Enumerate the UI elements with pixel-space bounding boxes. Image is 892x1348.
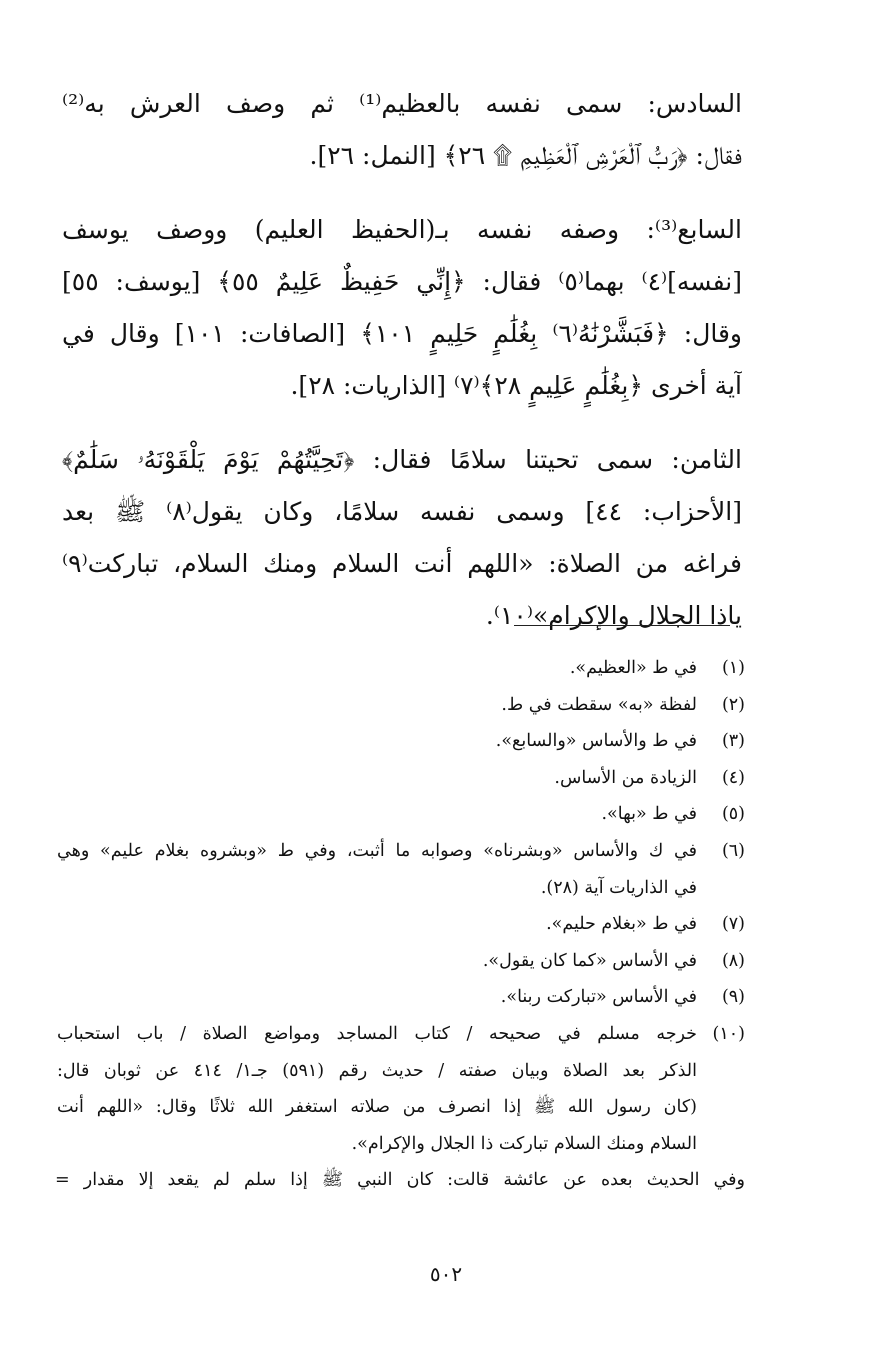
footnote-text: السلام ومنك السلام تباركت ذا الجلال والإكرام». (351, 1133, 697, 1154)
footnote (55, 687, 745, 724)
main-line: [الأحزاب: ٤٤] وسمى نفسه سلامًا، وكان يقول⁽٨⁾ ﷺ بعد (62, 497, 742, 526)
footnote-number: (٦) (721, 840, 745, 861)
main-line: ياذا الجلال والإكرام»⁽١٠⁾. (485, 601, 742, 630)
footnote-text: في ك والأساس «وبشرناه» وصوابه ما أثبت، وفي ط «وبشروه بغلام عليم» وهي (57, 840, 697, 861)
footnote (55, 760, 745, 797)
footnote-separator (514, 625, 730, 626)
page-number: ٥٠٢ (429, 1262, 463, 1286)
footnote-number: (١٠) (712, 1023, 745, 1044)
footnote-number: (١) (721, 658, 745, 678)
footnotes (55, 650, 745, 1199)
footnote (55, 650, 745, 687)
footnote-continuation (55, 1126, 745, 1163)
footnote (55, 796, 745, 833)
footnote-text: خرجه مسلم في صحيحه / كتاب المساجد ومواضع الصلاة / باب استحباب (57, 1023, 697, 1044)
footnote-text: في الأساس «تباركت ربنا». (500, 987, 697, 1008)
footnote-text: في ط «العظيم». (569, 658, 697, 678)
footnote-text: في ط «بها». (601, 804, 697, 825)
main-text (62, 78, 742, 642)
footnote-number: (٤) (721, 767, 745, 788)
main-line: [نفسه]⁽٤⁾ بهما⁽٥⁾ فقال: ﴿إِنِّي حَفِيظٌ عَلِيمٌ ٥٥﴾ [يوسف: ٥٥] (62, 267, 742, 296)
footnote-number: (٩) (721, 987, 745, 1008)
footnote-text: وفي الحديث بعده عن عائشة قالت: كان النبي ﷺ إذا سلم لم يقعد إلا مقدار = (55, 1170, 745, 1191)
footnote-text: في ط «بغلام حليم». (546, 914, 697, 935)
footnote-text: لفظة «به» سقطت في ط. (501, 694, 697, 715)
footnote-continuation-next-page (55, 1162, 745, 1199)
footnote-text: في الذاريات آية (٢٨). (540, 877, 697, 898)
footnote-continuation (55, 1089, 745, 1126)
footnote-text: في الأساس «كما كان يقول». (482, 950, 697, 971)
footnote-number: (٢) (721, 694, 745, 715)
footnote-number: (٧) (721, 914, 745, 935)
footnote (55, 979, 745, 1016)
main-line: فقال: ﴿رَبُّ ٱلْعَرْشِ ٱلْعَظِيمِ ۩ ٢٦﴾ [النمل: ٢٦]. (309, 141, 742, 170)
footnote (55, 943, 745, 980)
main-line: الثامن: سمى تحيتنا سلامًا فقال: ﴿تَحِيَّتُهُمْ يَوْمَ يَلْقَوْنَهُۥ سَلَٰمٌ﴾ (62, 445, 742, 474)
footnote-text: في ط والأساس «والسابع». (495, 731, 697, 752)
main-line: آية أخرى ﴿بِغُلَٰمٍ عَلِيمٍ ٢٨﴾⁽٧⁾ [الذاريات: ٢٨]. (290, 371, 742, 400)
main-line: وقال: ﴿فَبَشَّرْنَٰهُ⁽٦⁾ بِغُلَٰمٍ حَلِيمٍ ١٠١﴾ [الصافات: ١٠١] وقال في (62, 319, 742, 348)
footnote (55, 833, 745, 870)
footnote-number: (٣) (721, 731, 745, 752)
footnote-number: (٥) (721, 804, 745, 825)
footnote-text: الذكر بعد الصلاة وبيان صفته / حديث رقم (٥٩١) جـ١/ ٤١٤ عن ثوبان قال: (57, 1060, 697, 1081)
footnote (55, 906, 745, 943)
main-line: فراغه من الصلاة: «اللهم أنت السلام ومنك السلام، تباركت⁽٩⁾ (62, 549, 742, 578)
footnote-number: (٨) (721, 950, 745, 971)
main-line: السادس: سمى نفسه بالعظيم⁽¹⁾ ثم وصف العرش به⁽²⁾ (62, 89, 742, 118)
footnote-text: (كان رسول الله ﷺ إذا انصرف من صلاته استغفر الله ثلاثًا وقال: «اللهم أنت (57, 1097, 697, 1118)
footnote-continuation (55, 1053, 745, 1090)
footnote-continuation (55, 870, 745, 907)
footnote-text: الزيادة من الأساس. (554, 767, 697, 788)
footnote (55, 723, 745, 760)
footnote (55, 1016, 745, 1053)
main-line: السابع⁽³⁾: وصفه نفسه بـ(الحفيظ العليم) ووصف يوسف (62, 215, 742, 244)
